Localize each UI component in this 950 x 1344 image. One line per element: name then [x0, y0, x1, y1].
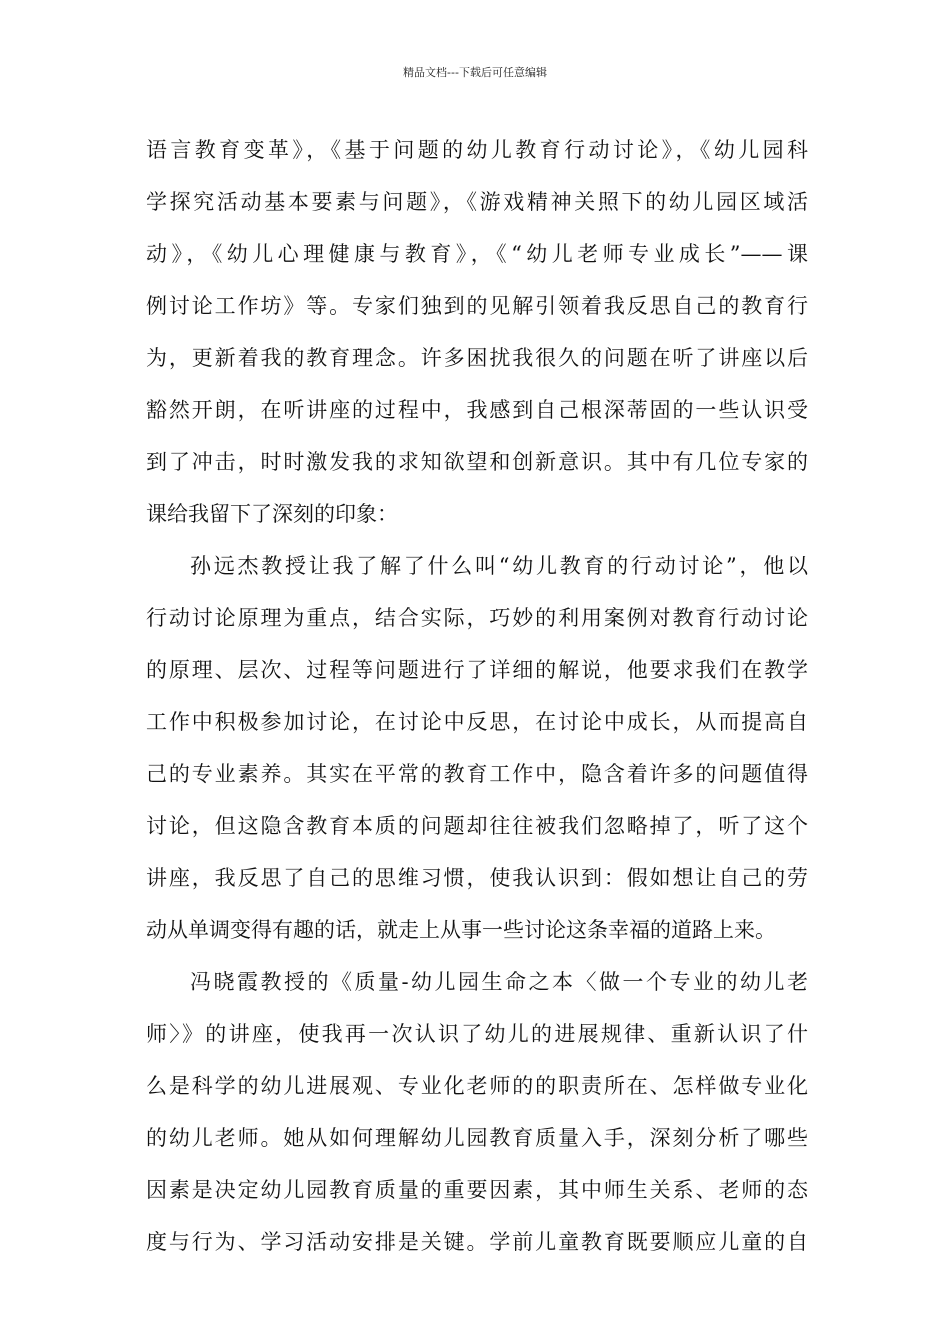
text-line: 己的专业素养。其实在平常的教育工作中，隐含着许多的问题值得 [146, 762, 808, 786]
paragraph [146, 956, 808, 1268]
text-line: 语言教育变革》，《基于问题的幼儿教育行动讨论》，《幼儿园科 [146, 138, 808, 162]
text-line: 孙远杰教授让我了解了什么叫“幼儿教育的行动讨论”，他以 [190, 554, 808, 578]
text-line: 么是科学的幼儿进展观、专业化老师的的职责所在、怎样做专业化 [146, 1074, 808, 1098]
text-line: 讲座，我反思了自己的思维习惯，使我认识到：假如想让自己的劳 [146, 866, 808, 890]
text-line: 学探究活动基本要素与问题》，《游戏精神关照下的幼儿园区域活 [146, 190, 808, 214]
text-line: 工作中积极参加讨论，在讨论中反思，在讨论中成长，从而提高自 [146, 710, 808, 734]
text-line: 行动讨论原理为重点，结合实际，巧妙的利用案例对教育行动讨论 [146, 606, 808, 630]
text-line: 冯晓霞教授的《质量-幼儿园生命之本〈做一个专业的幼儿老 [190, 970, 808, 994]
text-line: 的幼儿老师。她从如何理解幼儿园教育质量入手，深刻分析了哪些 [146, 1126, 808, 1150]
text-line: 师〉》的讲座，使我再一次认识了幼儿的进展规律、重新认识了什 [146, 1022, 808, 1046]
paragraph [146, 124, 808, 540]
text-line: 例讨论工作坊》等。专家们独到的见解引领着我反思自己的教育行 [146, 294, 808, 318]
text-line: 度与行为、学习活动安排是关键。学前儿童教育既要顺应儿童的自 [146, 1230, 808, 1254]
text-line: 的原理、层次、过程等问题进行了详细的解说，他要求我们在教学 [146, 658, 808, 682]
document-body [146, 124, 808, 1268]
text-line: 为，更新着我的教育理念。许多困扰我很久的问题在听了讲座以后 [146, 346, 808, 370]
text-line: 动从单调变得有趣的话，就走上从事一些讨论这条幸福的道路上来。 [146, 918, 776, 942]
text-line: 到了冲击，时时激发我的求知欲望和创新意识。其中有几位专家的 [146, 450, 808, 474]
text-line: 课给我留下了深刻的印象： [146, 502, 398, 526]
page-header: 精品文档---下载后可任意编辑 [403, 66, 547, 79]
text-line: 因素是决定幼儿园教育质量的重要因素，其中师生关系、老师的态 [146, 1178, 808, 1202]
text-line: 豁然开朗，在听讲座的过程中，我感到自己根深蒂固的一些认识受 [146, 398, 808, 422]
text-line: 讨论，但这隐含教育本质的问题却往往被我们忽略掉了，听了这个 [146, 814, 808, 838]
paragraph [146, 540, 808, 956]
text-line: 动》，《幼儿心理健康与教育》，《“幼儿老师专业成长”——课 [146, 242, 808, 266]
